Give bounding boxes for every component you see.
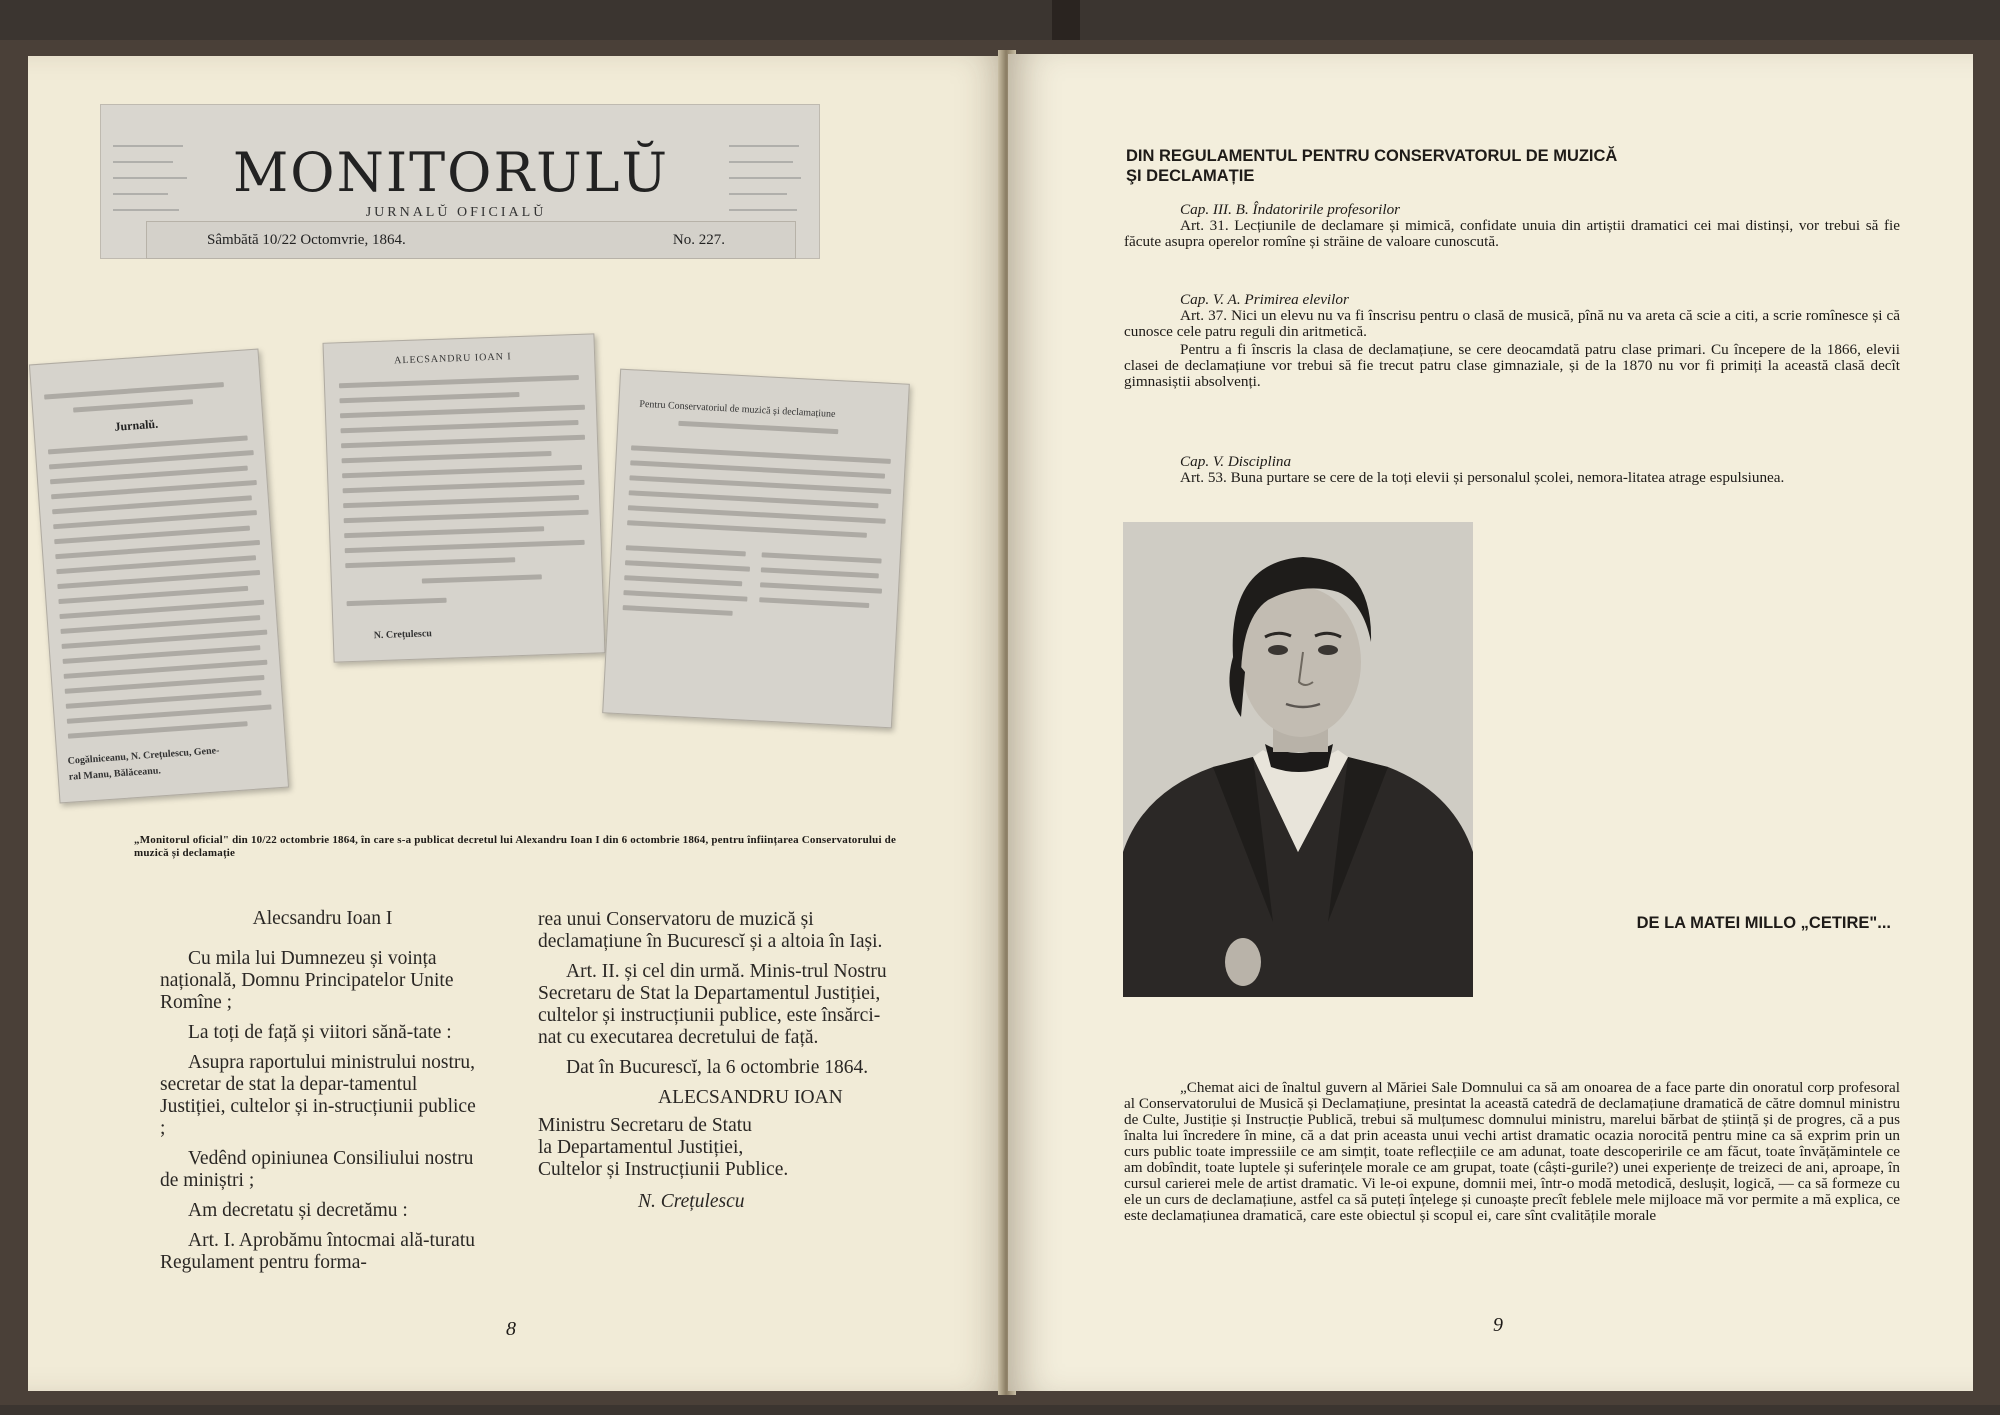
regulation-article: Art. 31. Lecțiunile de declamare și mimică, confidate unuia din artiștii dramatici cei mai distinși, vor trebui să fie făcute asupra operelor romîne și străine de valoare cunoscută.: [1124, 217, 1900, 250]
bookmark-tab: [1052, 0, 1080, 40]
regulation-article: Pentru a fi înscris la clasa de declamațiune, se cere deocamdată patru clase primari. Cu începere de la 1866, elevii clasei de declamațiune vor trebui să fie trecut patru clase gimnaziale, și de la 1870 nu vor fi primiți la această clasă decît gimnasiștii absolvenți.: [1124, 341, 1900, 390]
masthead-title: MONITORULŬ: [233, 141, 669, 204]
newspaper-clipping-decree: [322, 333, 605, 662]
page-number-right: 9: [1493, 1314, 1503, 1336]
decree-column-1: [160, 908, 485, 1282]
clipping-journal-signatures: Cogălniceanu, N. Crețulescu, Gene-: [67, 745, 220, 767]
decree-paragraph: La toți de față și viitori sănă-tate :: [188, 1022, 452, 1043]
figure-caption: „Monitorul oficial" din 10/22 octombrie 1864, în care s-a publicat decretul lui Alexandru Ioan I din 6 octombrie 1864, pentru înființarea Conservatorului de muzică și declamație: [134, 834, 897, 859]
decree-paragraph: Asupra raportului ministrului nostru, secretar de stat la depar-tamentul Justiției, cultelor și in-strucțiunii publice ;: [160, 1052, 476, 1139]
right-page: [1008, 54, 1973, 1391]
newspaper-masthead: [100, 104, 820, 259]
clipping-decree-signature: N. Crețulescu: [373, 628, 433, 642]
book-spread: [0, 40, 2000, 1405]
clipping-decree-heading: ALECSANDRU IOAN I: [393, 351, 512, 367]
decree-title: Alecsandru Ioan I: [252, 908, 393, 929]
decree-minister: Ministru Secretaru de Statu: [538, 1115, 752, 1136]
regulation-section-1: [1124, 202, 1900, 250]
millo-quote: [1124, 1080, 1900, 1224]
clipping-journal-signatures2: ral Manu, Bălăceanu.: [68, 765, 162, 783]
regulation-section-3: [1124, 454, 1900, 486]
regulation-heading: [1126, 146, 1746, 186]
page-number-left: 8: [506, 1318, 516, 1340]
left-page: [28, 56, 1008, 1391]
portrait-matei-millo: [1123, 522, 1473, 997]
masthead-issue: No. 227.: [672, 231, 725, 248]
newspaper-clipping-journal: [29, 349, 289, 804]
regulation-section-2: [1124, 292, 1900, 390]
decree-paragraph: Art. I. Aprobămu întocmai ală-turatu Regulament pentru forma-: [160, 1230, 475, 1273]
decree-minister: la Departamentul Justiției,: [538, 1137, 744, 1158]
clipping-regulation-heading: Pentru Conservatoriul de muzică și declamațiune: [639, 398, 836, 420]
masthead-date-strip: [146, 221, 796, 259]
decree-paragraph: Vedênd opiniunea Consiliului nostru de miniștri ;: [160, 1148, 474, 1191]
regulation-heading-line2: ŞI DECLAMAȚIE: [1126, 167, 1255, 185]
decree-minister: Cultelor și Instrucțiunii Publice.: [538, 1159, 789, 1180]
decree-paragraph: rea unui Conservatoru de muzică și declamațiune în Bucurescĭ și a altoia în Iași.: [538, 909, 883, 952]
newspaper-clipping-regulation: [602, 369, 910, 729]
portrait-image: [1123, 522, 1473, 997]
regulation-article: Art. 53. Buna purtare se cere de la toți elevii și personalul școlei, nemora-litatea atrage espulsiunea.: [1180, 469, 1785, 486]
regulation-heading-line1: DIN REGULAMENTUL PENTRU CONSERVATORUL DE MUZICĂ: [1126, 147, 1618, 165]
regulation-chapter: Cap. V. A. Primirea elevilor: [1180, 291, 1349, 308]
masthead-date: Sâmbătă 10/22 Octomvrie, 1864.: [207, 231, 406, 248]
decree-signature: ALECSANDRU IOAN: [658, 1087, 843, 1108]
decree-paragraph: Am decretatu și decretămu :: [188, 1200, 408, 1221]
decree-paragraph: Dat în Bucurescĭ, la 6 octombrie 1864.: [566, 1057, 869, 1078]
decree-paragraph: Art. II. și cel din urmă. Minis-trul Nostru Secretaru de Stat la Departamentul Justiției, cultelor și instrucțiunii publice, este însărci-nat cu executarea decretului de față.: [538, 961, 887, 1048]
decree-paragraph: Cu mila lui Dumnezeu și voința națională, Domnu Principatelor Unite Romîne ;: [160, 948, 454, 1013]
regulation-chapter: Cap. III. B. Îndatoririle profesorilor: [1180, 201, 1401, 218]
decree-minister-name: N. Crețulescu: [638, 1191, 745, 1212]
millo-quote-text: „Chemat aici de înaltul guvern al Măriei Sale Domnului ca să am onoarea de a face parte din onoratul corp profesoral al Conservatorului de Musică și Declamațiune, presintat la această catedră de declamațiune dramatică de către domnul ministru de Culte, Justiție și Instrucție Publică, trebui să mulțumesc domnului ministru, marelui bărbat de știință și de progres, că a pus înalta lui încredere în mine, că a dat prin aceasta unui vechi artist dramatic ocazia norocită pentru mine ca să exprim prin un curs public toate impressiile ce am simțit, toate reflecțiile ce am adunat, toate descoperirile ce am făcut, toate învățămintele ce am dobîndit, toate luptele și suferințele morale ce am grupat, toate (câști-gurile?) unei experiențe de treizeci de ani, aproape, în cursul carierei mele de artist dramatic. Vi le-oi expune, domnii mei, într-o modă metodică, deslușit, logică, — ca să formeze cu ele un curs de declamațiune, astfel ca să puteți înțelege și cunoaște precît feblele mele mijloace mă vor permite a mă explica, ce este declamațiunea dramatică, care este obiectul și scopul ei, care sînt cvalitățile morale: [1124, 1079, 1900, 1224]
regulation-article: Art. 37. Nici un elevu nu va fi înscrisu pentru o clasă de musică, pînă nu va areta că scie a citi, a scrie romînesce și că cunosce cele patru reguli din aritmetică.: [1124, 307, 1900, 340]
masthead-subtitle: JURNALŬ OFICIALŬ: [365, 205, 547, 220]
millo-heading: DE LA MATEI MILLO „CETIRE"...: [1636, 914, 1891, 932]
decree-column-2: [538, 909, 903, 1221]
regulation-chapter: Cap. V. Disciplina: [1180, 453, 1292, 470]
clipping-journal-heading: Jurnalŭ.: [113, 416, 159, 434]
